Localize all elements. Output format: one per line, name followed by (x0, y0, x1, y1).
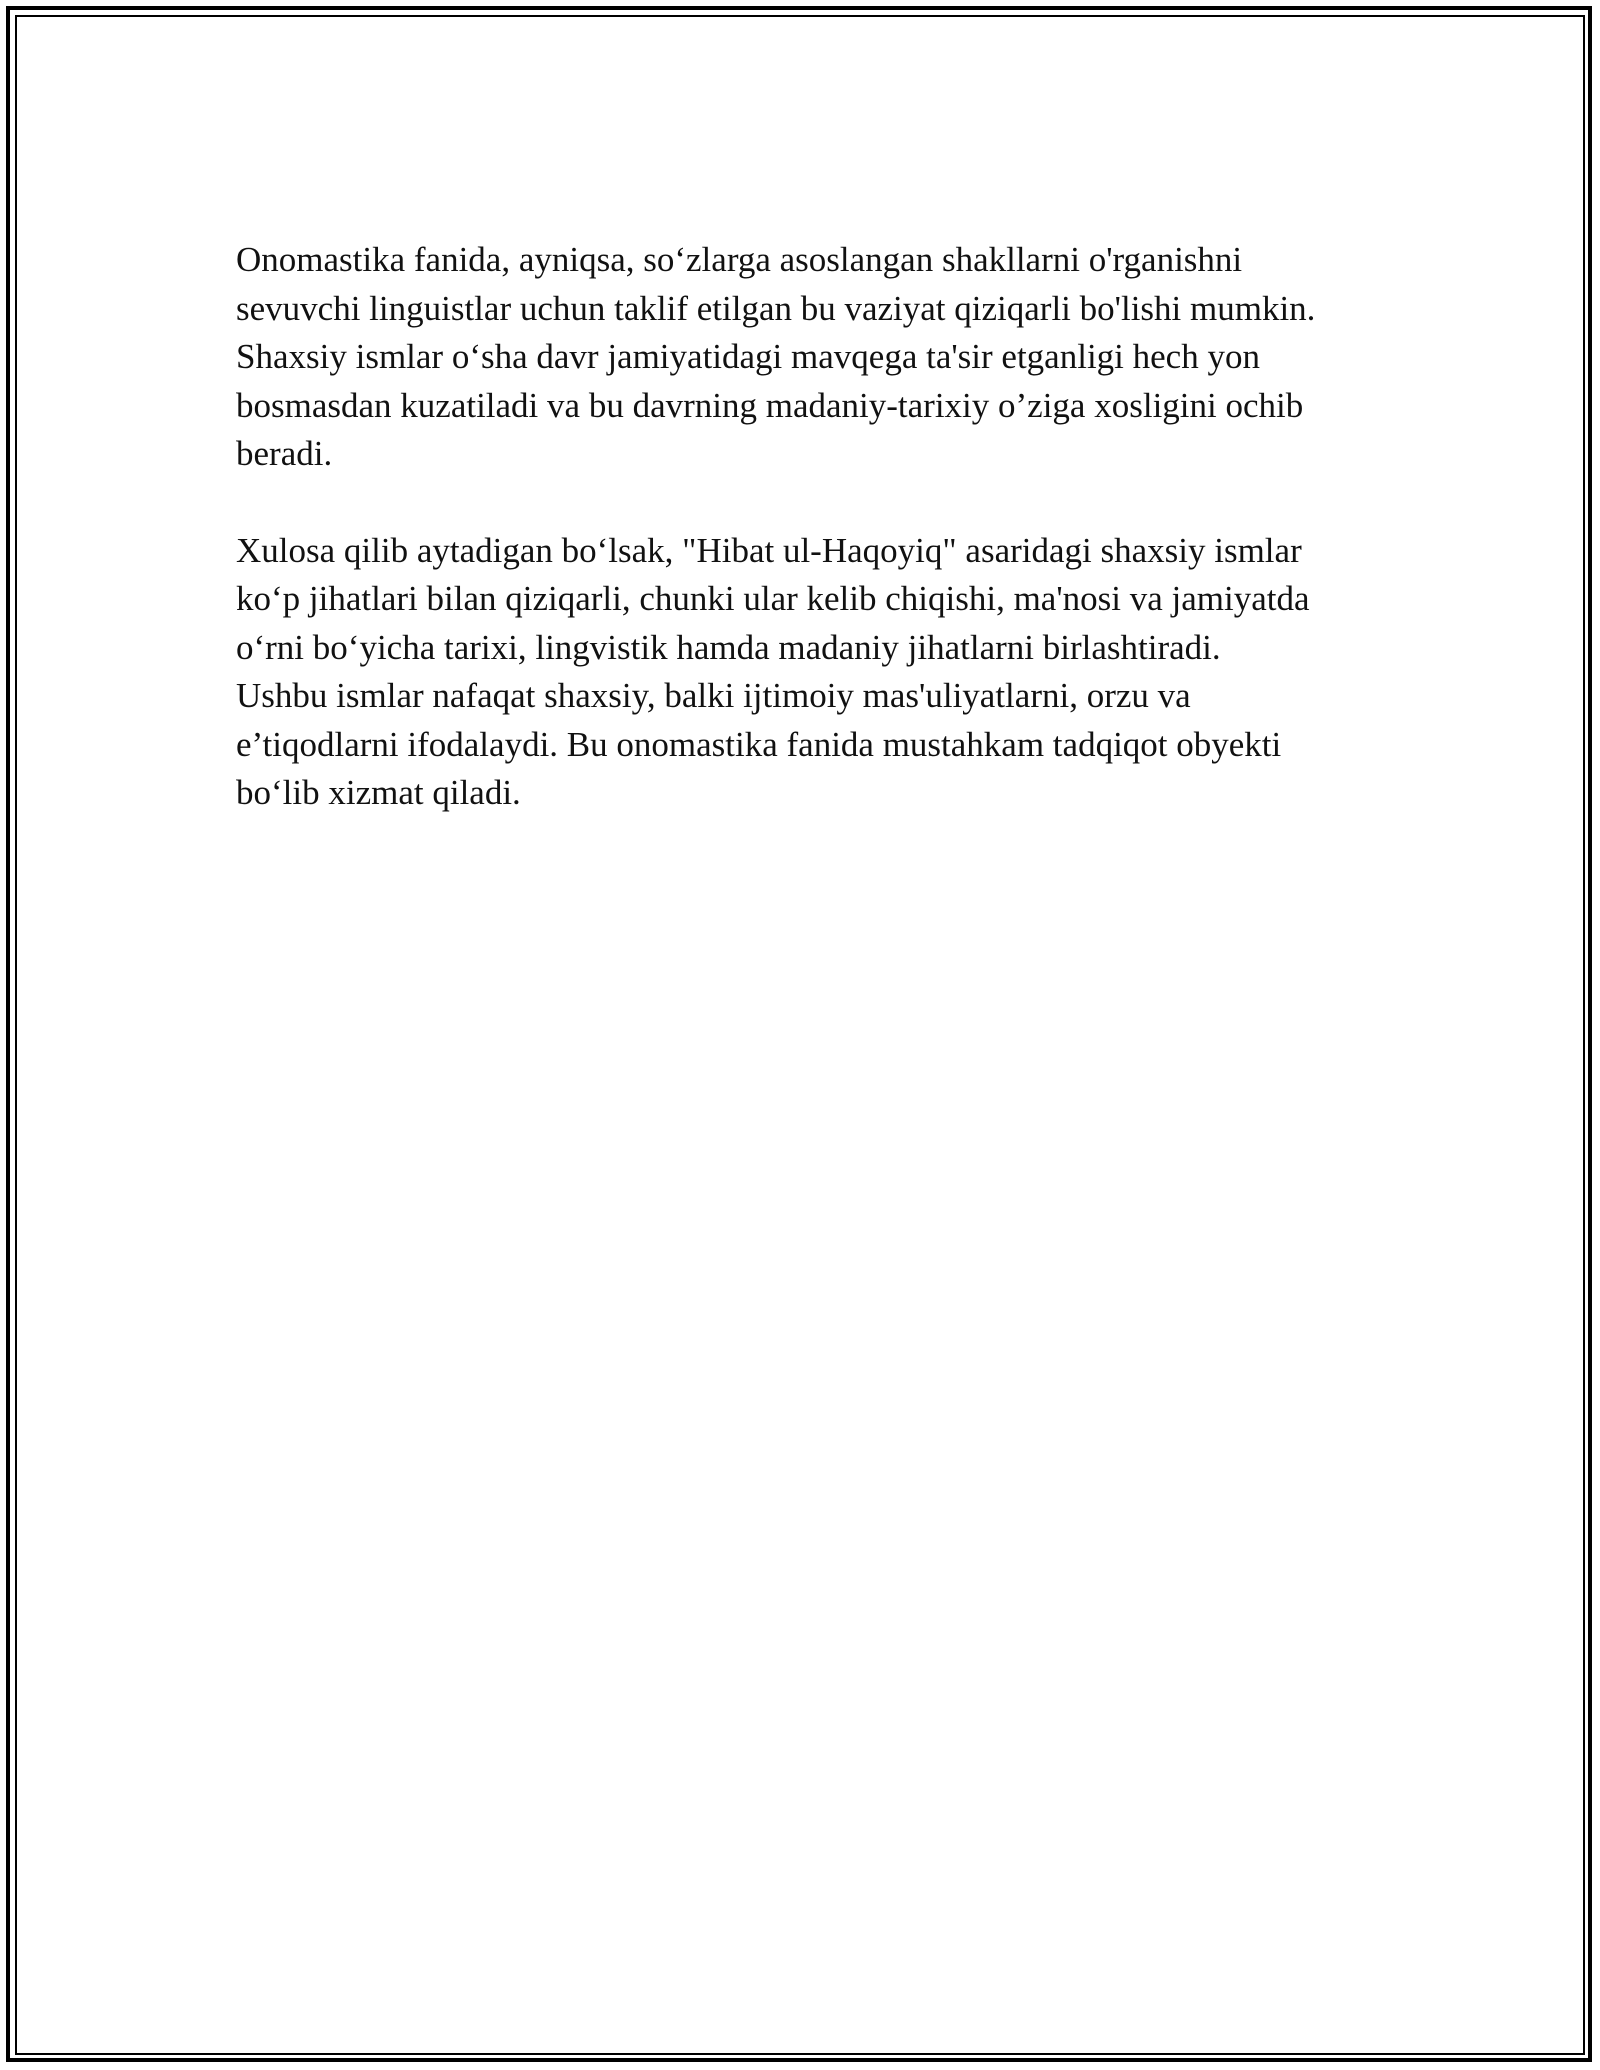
document-body (236, 236, 1376, 866)
paragraph-xulosa: Xulosa qilib aytadigan bo‘lsak, "Hibat ul-Haqoyiq" asaridagi shaxsiy ismlar ko‘p jihatlari bilan qiziqarli, chunki ular kelib chiqishi, ma'nosi va jamiyatda o‘rni bo‘yicha tarixi, lingvistik hamda madaniy jihatlarni birlashtiradi. Ushbu ismlar nafaqat shaxsiy, balki ijtimoiy mas'uliyatlarni, orzu va e’tiqodlarni ifodalaydi. Bu onomastika fanida mustahkam tadqiqot obyekti bo‘lib xizmat qiladi. (236, 530, 1310, 812)
paragraph-onomastika: Onomastika fanida, ayniqsa, so‘zlarga asoslangan shakllarni o'rganishni sevuvchi linguistlar uchun taklif etilgan bu vaziyat qiziqarli bo'lishi mumkin. Shaxsiy ismlar o‘sha davr jamiyatidagi mavqega ta'sir etganligi hech yon bosmasdan kuzatiladi va bu davrning madaniy-tarixiy o’ziga xosligini ochib beradi. (236, 240, 1316, 473)
